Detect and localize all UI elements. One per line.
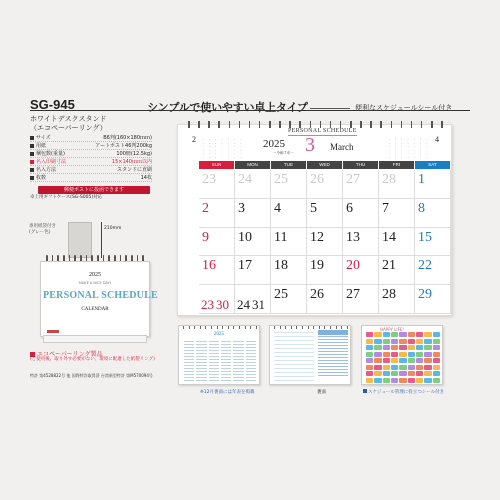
height-dimension-label: 210mm (104, 226, 122, 231)
stand-base (43, 335, 147, 343)
day-cell (271, 170, 307, 199)
weekday-label: SUN (199, 161, 234, 169)
headline-main: シンプルで使いやすい卓上タイプ (147, 101, 308, 114)
calendar-month-number: 3 (305, 134, 315, 156)
day-number: 1 (418, 172, 425, 187)
gift-case-note: 卓上用ギフトケース(SG-S005)対応 (30, 195, 103, 200)
next-month-mini-calendar: · · · · · · · · · · · · · · · · · · · · · · · · · · · · · · · · · · · · · · · · · · (388, 137, 428, 159)
product-name-line2: （エコペーパーリング） (30, 124, 107, 132)
spec-value: B6判(160×180ｍｍ) (103, 135, 152, 141)
day-number: 25 (274, 287, 288, 303)
headline-dash (310, 108, 350, 109)
spec-label: サイズ (30, 134, 51, 141)
calendar-title: PERSONAL SCHEDULE (288, 128, 357, 134)
calendar-year: 2025 (263, 138, 285, 150)
eco-description: (ご使用後、取り外す必要がない、環境に配慮した紙製リング) (30, 357, 155, 362)
spec-list (30, 134, 152, 182)
caption-back: 裏面 (317, 390, 326, 395)
day-cell (379, 199, 415, 228)
day-cell (307, 256, 343, 285)
day-cell (415, 256, 451, 285)
caption-december: ※12月裏面には年表を掲載 (200, 390, 255, 395)
post-mailable-badge: 郵便ポストに投函できます (38, 186, 150, 194)
spec-value: 14枚 (140, 175, 152, 181)
spec-label: 梱包数(重量) (30, 150, 65, 157)
day-number: 28 (382, 287, 396, 303)
day-cell (199, 285, 235, 314)
calendar-cover (40, 261, 158, 337)
calendar-page-march (177, 124, 452, 316)
day-number-pair (237, 297, 265, 313)
day-cell (343, 199, 379, 228)
day-cell (235, 228, 271, 257)
name-print-area (47, 330, 59, 333)
cover-title: PERSONAL SCHEDULE (43, 290, 158, 301)
prev-month-number: 2 (192, 135, 196, 144)
spec-value: 15×140ｍｍ以内 (111, 159, 152, 165)
cover-tagline: MAKE A NICE DAY! (78, 281, 112, 285)
thumbnail-year: 2025 (214, 332, 224, 337)
sticker-sheet-title: HAPPY LIFE! (380, 327, 405, 332)
spec-value: スタンドに直刷 (116, 167, 152, 173)
day-number: 26 (310, 172, 324, 187)
day-number: 20 (346, 258, 360, 274)
day-number: 22 (418, 258, 432, 274)
day-number: 19 (310, 258, 324, 274)
day-cell (379, 285, 415, 314)
day-cell (307, 170, 343, 199)
calendar-month-name: March (330, 142, 354, 152)
day-cell (235, 170, 271, 199)
product-code: SG-945 (30, 97, 75, 112)
headline-sub: 便利なスケジュールシール付き (355, 104, 453, 112)
thumbnail-back-side (269, 325, 351, 385)
spec-row (30, 134, 152, 142)
day-cell (343, 170, 379, 199)
day-cell (199, 228, 235, 257)
day-number: 21 (382, 258, 396, 274)
day-number: 29 (418, 287, 432, 303)
day-number: 3 (238, 200, 245, 216)
spec-label: 枚数 (30, 174, 46, 181)
spec-label: 用紙 (30, 142, 46, 149)
day-cell (271, 285, 307, 314)
day-number: 17 (238, 258, 252, 274)
eco-title: エコペーパーリング製品 (30, 349, 103, 358)
day-number: 15 (418, 229, 432, 245)
weekday-label: WED (307, 161, 342, 169)
height-dimension-line (101, 222, 102, 258)
day-cell (199, 256, 235, 285)
spec-row (30, 174, 152, 182)
product-name-line1: ホワイトデスクスタンド (30, 115, 107, 123)
spec-label: 名入印刷寸法 (30, 158, 66, 165)
day-number: 5 (310, 200, 317, 216)
day-cell (307, 228, 343, 257)
day-cell (199, 170, 235, 199)
day-number: 31 (252, 297, 265, 313)
day-cell (343, 228, 379, 257)
day-cell (379, 256, 415, 285)
day-cell (379, 170, 415, 199)
day-number: 28 (382, 172, 396, 187)
day-cell (235, 285, 271, 314)
thumbnail-sticker-sheet (361, 325, 443, 385)
ring-binding (188, 121, 443, 128)
day-cell (307, 285, 343, 314)
cover-subtitle: CALENDAR (81, 307, 109, 312)
desk-calendar-photo (40, 255, 158, 345)
envelope-label (29, 224, 56, 236)
thumbnail-december-back (178, 325, 260, 385)
day-cell (343, 285, 379, 314)
day-cell (415, 170, 451, 199)
day-number: 26 (310, 287, 324, 303)
day-number: 25 (274, 172, 288, 187)
weekday-header (199, 161, 451, 169)
day-number: 11 (274, 229, 288, 245)
day-number: 12 (310, 229, 324, 245)
day-cell (307, 199, 343, 228)
weekday-label: SAT (415, 161, 450, 169)
header-rule (30, 110, 470, 111)
day-grid (199, 170, 451, 314)
day-number: 24 (237, 297, 250, 313)
day-number: 23 (201, 297, 214, 313)
spec-value: アートポスト46判200kg (95, 143, 152, 149)
day-cell (235, 256, 271, 285)
prev-month-mini-calendar: · · · · · · · · · · · · · · · · · · · · · · · · · · · · · · · · · · · · · · · · · · (202, 137, 242, 159)
caption-stickers: スケジュール管理に役立つシール付き (363, 389, 444, 395)
day-number: 10 (238, 229, 252, 245)
day-number: 13 (346, 229, 360, 245)
weekday-label: MON (235, 161, 270, 169)
spec-row (30, 166, 152, 174)
spec-value: 100冊(12.5kg) (116, 151, 152, 157)
day-cell (199, 199, 235, 228)
envelope-label-line2: (グレー色) (29, 230, 51, 235)
day-number: 14 (382, 229, 396, 245)
paper-bag-illustration (68, 222, 92, 258)
day-cell (271, 256, 307, 285)
envelope-label-line1: 専用紙袋付き (29, 224, 56, 229)
day-number: 16 (202, 258, 216, 274)
patent-info: 特許 第4528822号 他 国際特許取得済 台湾新型特許 第M570094号 (30, 373, 153, 378)
weekday-label: TUE (271, 161, 306, 169)
day-cell (271, 228, 307, 257)
day-number: 7 (382, 200, 389, 216)
day-number: 23 (202, 172, 216, 187)
day-number: 27 (346, 287, 360, 303)
day-number: 2 (202, 200, 209, 216)
day-number: 6 (346, 200, 353, 216)
day-cell (271, 199, 307, 228)
day-number: 18 (274, 258, 288, 274)
day-number: 8 (418, 200, 425, 216)
weekday-label: THU (343, 161, 378, 169)
day-cell (415, 199, 451, 228)
weekday-label: FRI (379, 161, 414, 169)
day-cell (235, 199, 271, 228)
day-cell (415, 228, 451, 257)
day-number: 24 (238, 172, 252, 187)
next-month-number: 4 (435, 135, 439, 144)
day-number: 30 (216, 297, 229, 313)
cover-year: 2025 (89, 272, 101, 278)
day-number: 4 (274, 200, 281, 216)
day-number: 27 (346, 172, 360, 187)
product-name (30, 115, 107, 133)
day-number: 9 (202, 229, 209, 245)
day-cell (415, 285, 451, 314)
day-cell (343, 256, 379, 285)
day-cell (379, 228, 415, 257)
day-number-pair (201, 297, 229, 313)
calendar-era: －令和７年－ (273, 151, 294, 155)
spec-label: 名入方法 (30, 166, 56, 173)
